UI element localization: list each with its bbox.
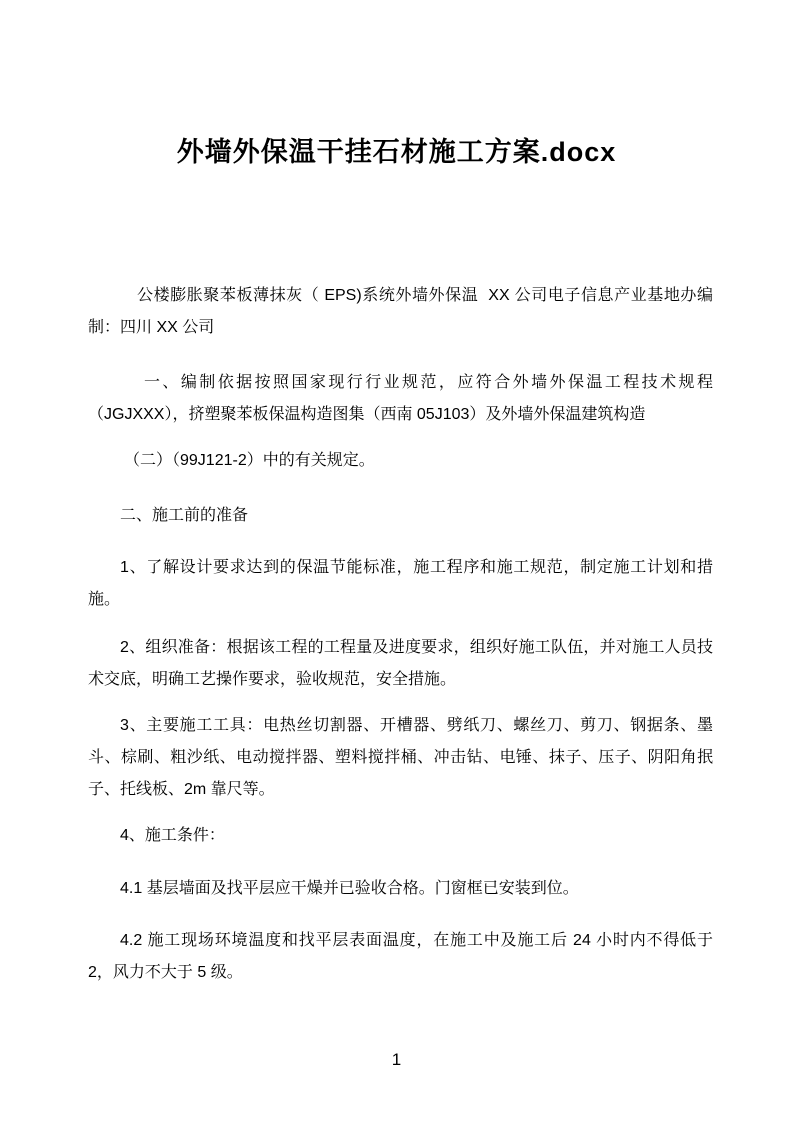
paragraph-item-2: 2、组织准备：根据该工程的工程量及进度要求，组织好施工队伍，并对施工人员技术交底，明确工艺操作要求，验收规范，安全措施。 [88, 639, 713, 688]
paragraph-item-4-conditions: 4、施工条件： [120, 827, 225, 844]
page-number: 1 [391, 1050, 402, 1069]
document-body [88, 280, 718, 989]
paragraph-item-1: 1、了解设计要求达到的保温节能标准，施工程序和施工规范，制定施工计划和措施。 [88, 559, 713, 608]
paragraph-section-1-basis: 一、编制依据按照国家现行行业规范，应符合外墙外保温工程技术规程（JGJXXX），挤塑聚苯板保温构造图集（西南 05J103）及外墙外保温建筑构造 [88, 374, 713, 423]
paragraph-item-4-2: 4.2 施工现场环境温度和找平层表面温度，在施工中及施工后 24 小时内不得低于 2，风力不大于 5 级。 [88, 932, 718, 981]
paragraph-item-3-tools: 3、主要施工工具：电热丝切割器、开槽器、劈纸刀、螺丝刀、剪刀、钢据条、墨斗、棕刷、粗沙纸、电动搅拌器、塑料搅拌桶、冲击钻、电锤、抹子、压子、阴阳角抿子、托线板、2m 靠尺等。 [88, 717, 713, 798]
paragraph-item-4-1: 4.1 基层墙面及找平层应干燥并已验收合格。门窗框已安装到位。 [120, 880, 579, 897]
paragraph-regulation-ref: （二）（99J121-2）中的有关规定。 [124, 452, 375, 469]
paragraph-intro: 公楼膨胀聚苯板薄抹灰（ EPS)系统外墙外保温 XX 公司电子信息产业基地办编制：四川 XX 公司 [88, 287, 713, 336]
document-title: 外墙外保温干挂石材施工方案.docx [176, 137, 617, 167]
paragraph-section-2-heading: 二、施工前的准备 [120, 507, 249, 524]
